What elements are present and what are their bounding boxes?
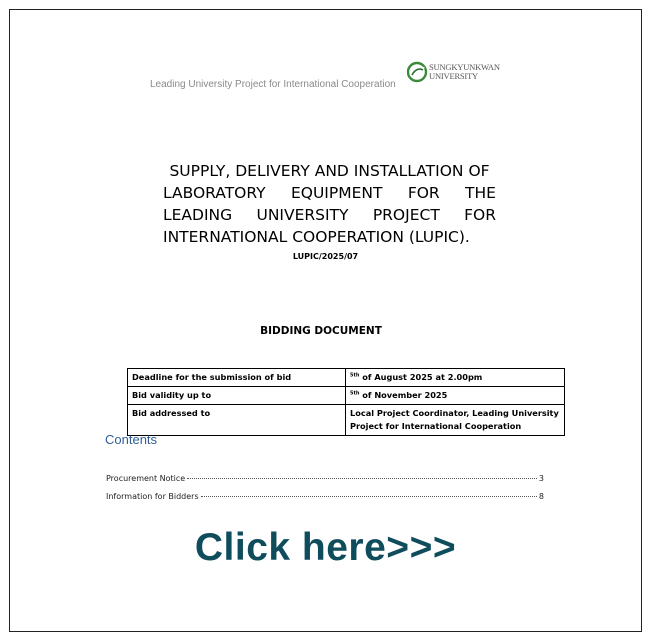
logo-line-1: SUNGKYUNKWAN <box>429 62 500 72</box>
table-row <box>128 387 565 405</box>
table-cell-label: Bid validity up to <box>128 387 346 405</box>
toc-entry-page: 3 <box>538 474 544 483</box>
title-word: FOR <box>464 206 496 224</box>
superscript: 5 <box>350 372 354 379</box>
table-cell-label: Deadline for the submission of bid <box>128 369 346 387</box>
toc-dot-leader <box>187 478 537 479</box>
title-line-3 <box>163 204 496 226</box>
table-row <box>128 405 565 436</box>
contents-heading: Contents <box>105 432 158 447</box>
toc-dot-leader <box>201 496 537 497</box>
title-word: LEADING <box>163 206 233 224</box>
title-word: UNIVERSITY <box>256 206 349 224</box>
sungkyunkwan-emblem-icon <box>407 60 429 84</box>
superscript: 5th <box>350 390 360 397</box>
toc-entry-procurement-notice[interactable] <box>106 474 544 492</box>
table-row <box>128 369 565 387</box>
title-line-4: INTERNATIONAL COOPERATION (LUPIC). <box>163 228 470 246</box>
title-line-2 <box>163 182 496 204</box>
toc-entry-title: Information for Bidders <box>106 492 199 501</box>
title-line-1: SUPPLY, DELIVERY AND INSTALLATION OF <box>169 162 490 180</box>
university-logo <box>407 60 527 86</box>
table-cell-value <box>346 387 565 405</box>
superscript: th <box>353 372 360 379</box>
title-word: LABORATORY <box>163 184 266 202</box>
toc-entry-page: 8 <box>538 492 544 501</box>
toc-entry-information-for-bidders[interactable] <box>106 492 544 510</box>
title-word: PROJECT <box>372 206 440 224</box>
logo-wordmark <box>429 63 500 81</box>
value-text: of November 2025 <box>359 390 448 400</box>
logo-line-2: UNIVERSITY <box>429 71 478 81</box>
table-cell-label: Bid addressed to <box>128 405 346 436</box>
title-word: THE <box>465 184 496 202</box>
table-cell-value <box>346 369 565 387</box>
table-of-contents <box>106 474 544 510</box>
header-tagline: Leading University Project for International Cooperation <box>150 79 396 90</box>
title-word: FOR <box>407 184 440 202</box>
document-title <box>163 160 496 248</box>
toc-entry-title: Procurement Notice <box>106 474 186 483</box>
bid-details-table <box>127 368 565 436</box>
document-heading: BIDDING DOCUMENT <box>260 325 382 337</box>
click-here-link[interactable]: Click here>>> <box>194 526 457 569</box>
reference-code: LUPIC/2025/07 <box>292 252 359 261</box>
title-word: EQUIPMENT <box>290 184 383 202</box>
table-cell-value: Local Project Coordinator, Leading University Project for International Cooperation <box>346 405 565 436</box>
value-text: of August 2025 at 2.00pm <box>359 372 483 382</box>
